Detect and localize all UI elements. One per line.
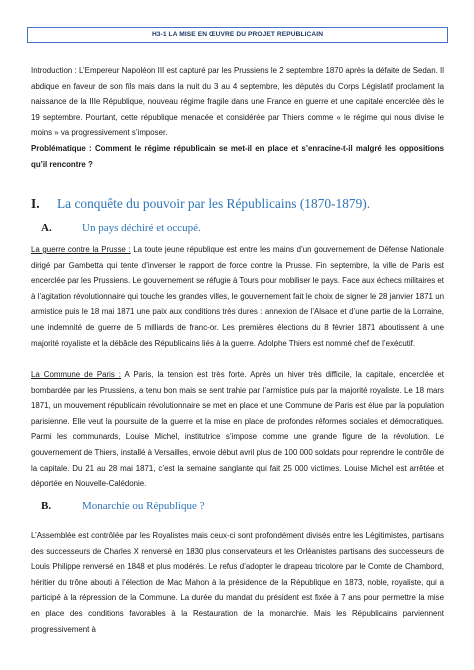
document-title: H3-1 LA MISE EN ŒUVRE DU PROJET REPUBLICAIN: [151, 31, 324, 38]
guerre-text: La toute jeune république est entre les mains d’un gouvernement de Défense Nationale dirigé par Gambetta qui tente d’inverser le rapport de force contre la Prusse. Fin septembre, la ville de Paris est encerclée par les Prussiens. Le gouvernement se réfugie à Tours pour mobiliser le pays. Face aux échecs militaires et à l’agitation révolutionnaire qui touche les grandes villes, le gouvernement fait le choix de signer le 28 janvier 1871 un armistice puis le 18 mai 1871 une paix aux conditions très dures : annexion de l’Alsace et d’une partie de la Lorraine, une indemnité de guerre de 5 milliards de franc-or. Les premières élections du 8 février 1871 aboutissent à une majorité royaliste et la débâcle des Républicains liés à la guerre. Adolphe Thiers est nommé chef de l’exécutif.: [31, 245, 445, 348]
subsection-heading-a: [41, 222, 201, 234]
section-heading-1: [31, 196, 370, 212]
subsection-number: A.: [41, 222, 52, 234]
introduction-paragraph: [31, 63, 444, 141]
subsection-heading-b: [41, 500, 205, 512]
subsection-number: B.: [41, 500, 52, 512]
title-box: [27, 27, 448, 43]
problematique-paragraph: [31, 141, 444, 172]
guerre-lead: La guerre contre la Prusse :: [31, 245, 131, 254]
problematique-text: Problématique : Comment le régime républicain se met-il en place et s’enracine-t-il malgré les oppositions qu’il rencontre ?: [31, 144, 444, 169]
commune-lead: La Commune de Paris :: [31, 370, 121, 379]
guerre-paragraph: [31, 242, 444, 351]
section-title: La conquête du pouvoir par les Républicains (1870-1879).: [57, 196, 371, 211]
commune-paragraph: [31, 367, 444, 492]
monarchie-text: L’Assemblée est contrôlée par les Royalistes mais ceux-ci sont profondément divisés entre les Légitimistes, partisans des successeurs de Charles X renversé en 1830 plus conservateurs et les Orléanistes partisans des successeurs de Louis Philippe renversé en 1848 et plus modérés. Le refus d’adopter le drapeau tricolore par le Comte de Chambord, héritier du trône abouti à l’élection de Mac Mahon à la présidence de la République en 1873, noble, royaliste, qui a participé à la répression de la Commune. La durée du mandat du président est fixée à 7 ans pour permettre la mise en place des conditions favorables à la Restauration de la monarchie. Mais les Républicains parviennent progressivement à: [31, 531, 444, 634]
section-number: I.: [31, 196, 40, 211]
commune-text: A Paris, la tension est très forte. Après un hiver très difficile, la capitale, encerclée et bombardée par les Prussiens, a tenu bon mais se sent trahie par l’armistice puis par la majorité royaliste. Le 18 mars 1871, un mouvement républicain révolutionnaire se met en place et une Commune de Paris est élue par la population parisienne. Elle veut la poursuite de la guerre et la mise en place de profondes réformes sociales et démocratiques. Parmi les communards, Louise Michel, institutrice s’impose comme une grande figure de la révolution. Le gouvernement de Thiers, installé à Versailles, envoie début avril plus de 100 000 soldats pour reprendre le contrôle de la capitale. Du 21 au 28 mai 1871, c’est la semaine sanglante qui fait 25 000 victimes. Louise Michel est arrêtée et déportée en Nouvelle-Calédonie.: [31, 370, 444, 489]
subsection-title: Monarchie ou République ?: [82, 500, 205, 512]
introduction-text: Introduction : L’Empereur Napoléon III est capturé par les Prussiens le 2 septembre 1870 après la défaite de Sedan. Il abdique en faveur de son fils mais dans la nuit du 3 au 4 septembre, les députés du Corps Législatif proclament la naissance de la IIIe République, nouveau régime fragile dans une France en guerre et une capitale encerclée dès le 19 septembre. Pourtant, cette république menacée et considérée par Thiers comme « le régime qui nous divise le moins » va progressivement s’imposer.: [31, 66, 444, 138]
subsection-title: Un pays déchiré et occupé.: [82, 222, 201, 234]
monarchie-paragraph: [31, 528, 444, 637]
